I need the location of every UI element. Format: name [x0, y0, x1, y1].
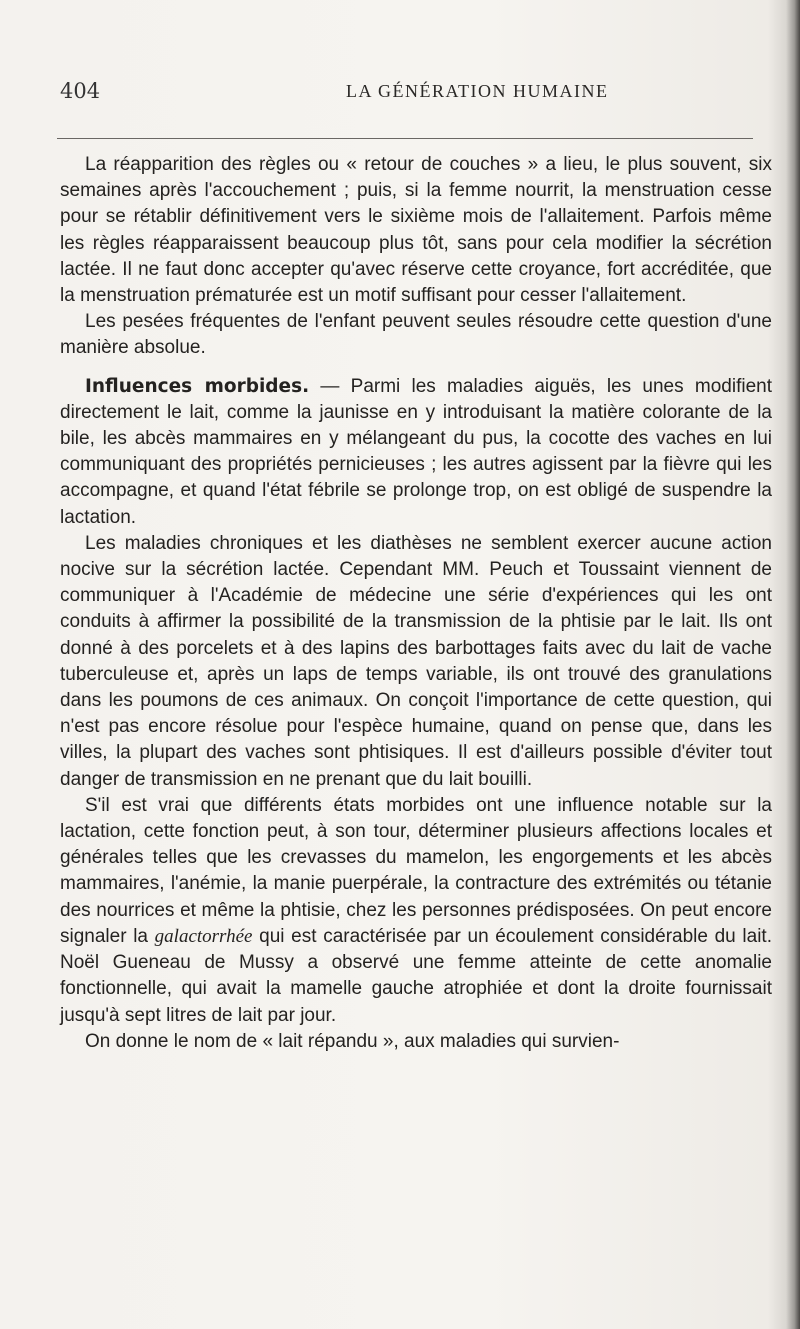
section-heading: Influences morbides. — [85, 375, 310, 397]
paragraph-lait-repandu: On donne le nom de « lait répandu », aux maladies qui survien- — [85, 1030, 620, 1052]
header-rule — [57, 138, 753, 139]
page-number: 404 — [60, 79, 101, 103]
paragraph-maladies-chroniques: Les maladies chroniques et les diathèses ne semblent exercer aucune action nocive sur la sécrétion lactée. Cependant MM. Peuch et Toussaint viennent de communiquer à l'Académie de médecine une série d'expériences qui les ont conduits à affirmer la possibilité de la transmission de la phtisie par le lait. Ils ont donné à des porcelets et à des lapins des barbottages faits avec du lait de vache tuberculeuse et, après un laps de temps variable, ils ont trouvé des granulations dans les poumons de ces animaux. On conçoit l'importance de cette question, qui n'est pas encore résolue pour l'espèce humaine, quand on pense que, dans les villes, la plupart des vaches sont phtisiques. Il est d'ailleurs possible d'éviter tout danger de transmission en ne prenant que du lait bouilli. — [60, 532, 772, 790]
page-edge-shadow — [786, 0, 800, 1329]
paragraph-influences-morbides — [60, 374, 772, 531]
paragraph-menstruation: La réapparition des règles ou « retour de couches » a lieu, le plus souvent, six semaines après l'accouchement ; puis, si la femme nourrit, la menstruation cesse pour se rétablir définitivement vers le sixième mois de l'allaitement. Parfois même les règles réapparaissent beaucoup plus tôt, sans pour cela modifier la sécrétion lactée. Il ne faut donc accepter qu'avec réserve cette croyance, fort accréditée, que la menstruation prématurée est un motif suffisant pour cesser l'allaitement. — [60, 154, 772, 307]
paragraph-pesees: Les pesées fréquentes de l'enfant peuvent seules résoudre cette question d'une manière absolue. — [60, 311, 772, 359]
paragraph-text: qui est caractérisée par un écoulement considérable du lait. Noël Gueneau de Mussy a observé une femme atteinte de cette anomalie fonctionnelle, qui avait la mamelle gauche atrophiée et dont la droite fournissait jusqu'à sept litres de lait par jour. — [60, 925, 772, 1026]
page-header — [60, 79, 760, 109]
body-text — [60, 152, 772, 1055]
paragraph-etats-morbides — [60, 793, 772, 1029]
paragraph-text: S'il est vrai que différents états morbides ont une influence notable sur la lactation, cette fonction peut, à son tour, déterminer plusieurs affections locales et générales telles que les crevasses du mamelon, les engorgements et les abcès mammaires, l'anémie, la manie puerpérale, la contracture des extrémités ou tétanie des nourrices et même la phtisie, chez les personnes prédisposées. On peut encore signaler la — [60, 794, 772, 947]
paragraph-text: — Parmi les maladies aiguës, les unes modifient directement le lait, comme la jaunisse en y introduisant la matière colorante de la bile, les abcès mammaires en y mélangeant du pus, la cocotte des vaches en lui communiquant des propriétés pernicieuses ; les autres agissent par la fièvre qui les accompagne, et quand l'état fébrile se prolonge trop, on est obligé de suspendre la lactation. — [60, 375, 772, 528]
italic-term: galactorrhée — [154, 925, 253, 947]
running-title: LA GÉNÉRATION HUMAINE — [346, 81, 609, 101]
